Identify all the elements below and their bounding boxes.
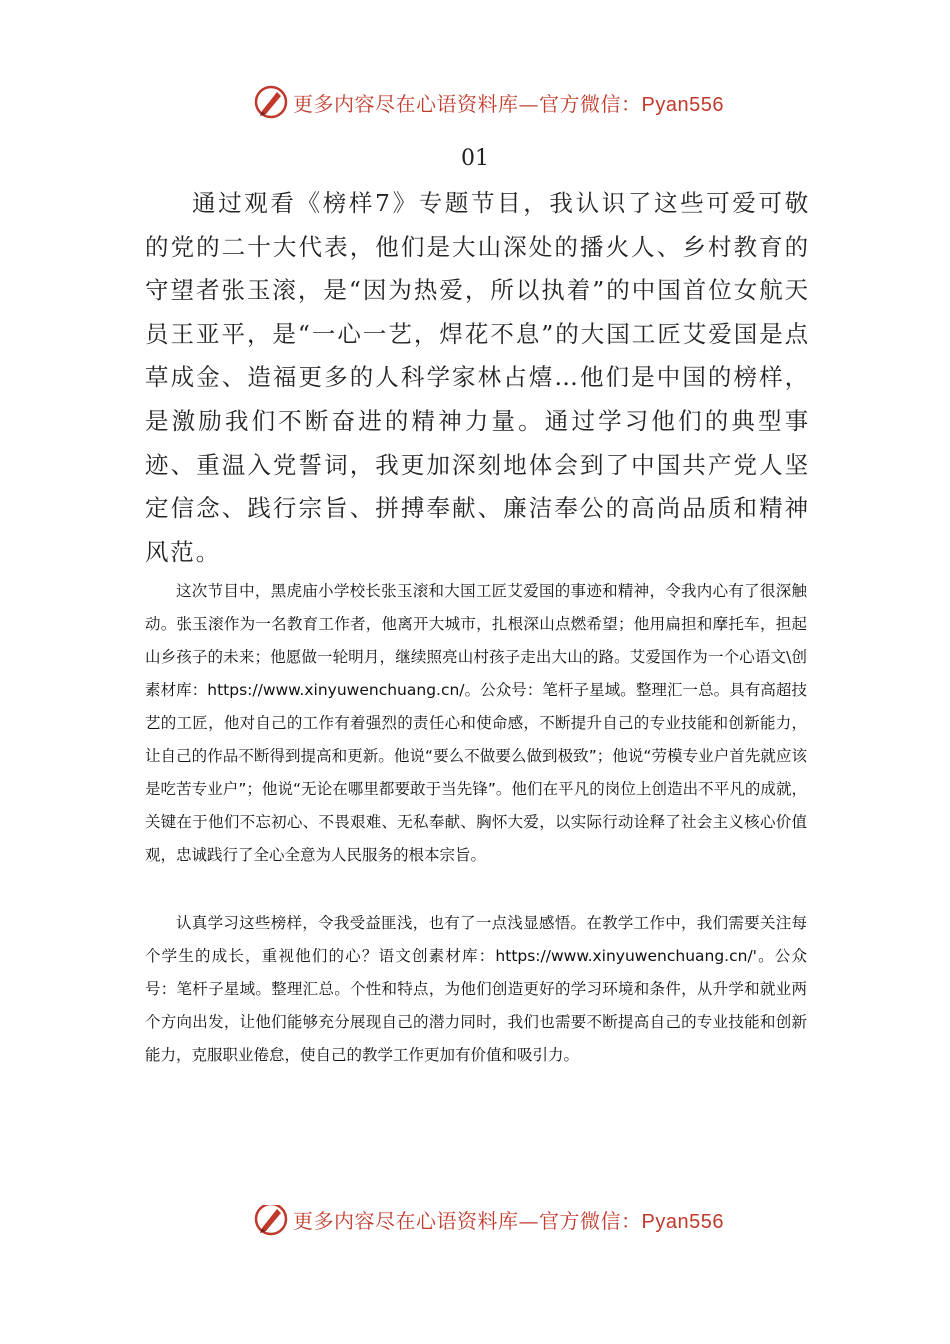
body-paragraph-1: 这次节目中，黑虎庙小学校长张玉滚和大国工匠艾爱国的事迹和精神，令我内心有了很深触动。张玉滚作为一名教育工作者，他离开大城市，扎根深山点燃希望；他用扁担和摩托车，担起山乡孩子的未来；他愿做一轮明月，继续照亮山村孩子走出大山的路。艾爱国作为一个心语文\创素材库：https://www.xinyuwenchuang.cn/。公众号：笔杆子星域。整理汇一总。具有高超技艺的工匠，他对自己的工作有着强烈的责任心和使命感，不断提升自己的专业技能和创新能力，让自己的作品不断得到提高和更新。他说“要么不做要么做到极致”；他说“劳模专业户首先就应该是吃苦专业户”；他说“无论在哪里都要敢于当先锋”。他们在平凡的岗位上创造出不平凡的成就，关键在于他们不忘初心、不畏艰难、无私奉献、胸怀大爱，以实际行动诠释了社会主义核心价值观，忠诚践行了全心全意为人民服务的根本宗旨。 <box>145 582 807 864</box>
page-header <box>0 80 950 124</box>
header-text: 更多内容尽在心语资料库—官方微信：Pyan556 <box>293 91 724 116</box>
header-wechat-id: Pyan556 <box>641 93 724 116</box>
body-paragraph-2: 认真学习这些榜样，令我受益匪浅，也有了一点浅显感悟。在教学工作中，我们需要关注每个学生的成长，重视他们的心？语文创素材库：https://www.xinyuwenchuang.cn/'。公众号：笔杆子星域。整理汇总。个性和特点，为他们创造更好的学习环境和条件，从升学和就业两个方向出发，让他们能够充分展现自己的潜力同时，我们也需要不断提高自己的专业技能和创新能力，克服职业倦怠，使自己的教学工作更加有价值和吸引力。 <box>145 914 807 1064</box>
pen-logo-icon <box>253 84 289 120</box>
section-number: 01 <box>461 146 489 171</box>
footer-text: 更多内容尽在心语资料库—官方微信：Pyan556 <box>293 1208 724 1233</box>
page-footer <box>0 1205 950 1239</box>
footer-wechat-id: Pyan556 <box>641 1210 724 1233</box>
pen-logo-icon-footer <box>253 1205 289 1237</box>
intro-paragraph: 通过观看《榜样7》专题节目，我认识了这些可爱可敬的党的二十大代表，他们是大山深处的播火人、乡村教育的守望者张玉滚，是“因为热爱，所以执着”的中国首位女航天员王亚平，是“一心一艺，焊花不息”的大国工匠艾爱国是点草成金、造福更多的人科学家林占熺…他们是中国的榜样，是激励我们不断奋进的精神力量。通过学习他们的典型事迹、重温入党誓词，我更加深刻地体会到了中国共产党人坚定信念、践行宗旨、拼搏奉献、廉洁奉公的高尚品质和精神风范。 <box>145 189 810 566</box>
